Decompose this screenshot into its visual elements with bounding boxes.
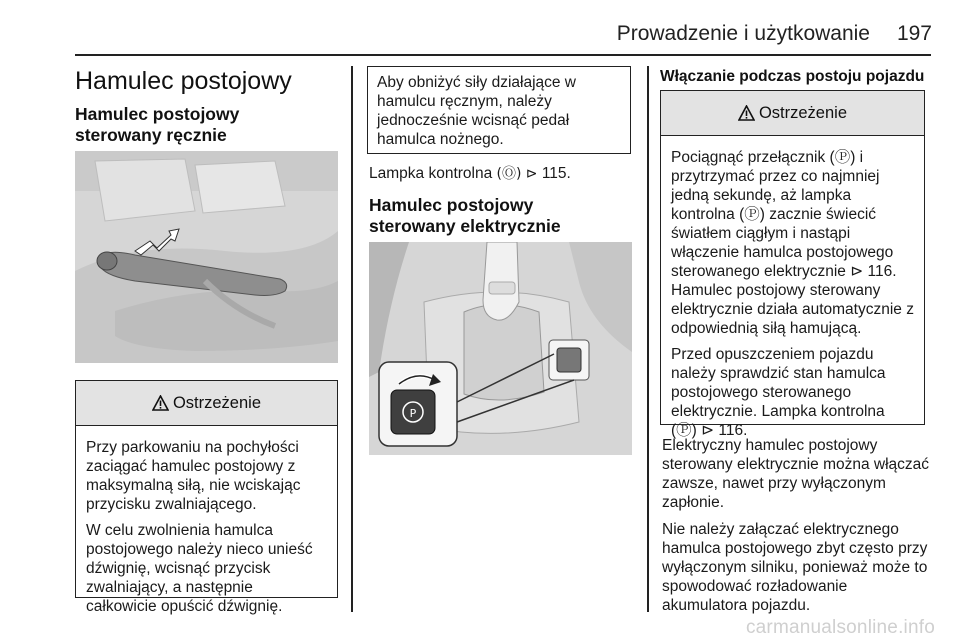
lamp-prefix: Lampka kontrolna bbox=[369, 165, 493, 182]
watermark: carmanualsonline.info bbox=[745, 617, 935, 638]
handbrake-lever-drawing bbox=[75, 151, 338, 363]
header-rule bbox=[75, 54, 931, 56]
warning-title: Ostrzeżenie bbox=[172, 393, 262, 412]
warning-triangle-icon bbox=[738, 105, 755, 121]
column-1 bbox=[75, 66, 337, 146]
column-rule-1 bbox=[351, 66, 353, 612]
heading-stationary: Włączanie podczas postoju pojazdu bbox=[660, 68, 925, 85]
brake-warning-lamp-icon: (Ⓞ) bbox=[496, 166, 522, 182]
warning-box-electric bbox=[660, 90, 925, 439]
note-box bbox=[367, 66, 631, 154]
note-text: Aby obniżyć siły działające w hamulcu ręcznym, należy jednocześnie wcisnąć pedał hamulca nożnego. bbox=[377, 74, 577, 148]
column-rule-2 bbox=[647, 66, 649, 612]
column-2 bbox=[369, 164, 633, 237]
warning-box-manual bbox=[75, 380, 338, 615]
console-switch-drawing bbox=[369, 242, 632, 455]
body-paragraph: Elektryczny hamulec postojowy sterowany elektrycznie można włączać zawsze, nawet przy wyłączonym zapłonie. bbox=[662, 437, 930, 511]
lamp-page: 115. bbox=[541, 165, 571, 182]
warning-header bbox=[661, 91, 924, 136]
lamp-reference bbox=[369, 164, 633, 184]
warning-paragraph: Przy parkowaniu na pochyłości zaciągać hamulec postojowy z maksymalną siłą, nie wciskając przycisku zwalniającego. bbox=[86, 439, 301, 513]
warning-paragraph: Pociągnąć przełącznik (Ⓟ) i przytrzymać przez co najmniej jedną sekundę, aż lampka kontrolna (Ⓟ) zacznie świecić światłem ciągłym i nastąpi włączenie hamulca postojowego sterowanego elektrycznie ⊳ 116. Hamulec postojowy sterowany elektrycznie działa automatycznie z odpowiednią siłą hamującą. bbox=[671, 149, 914, 337]
warning-paragraph: W celu zwolnienia hamulca postojowego należy nieco unieść dźwignię, wcisnąć przycisk zwalniający, a następnie całkowicie opuścić dźwignię. bbox=[86, 522, 313, 615]
running-header-title: Prowadzenie i użytkowanie bbox=[616, 22, 870, 45]
warning-title: Ostrzeżenie bbox=[758, 103, 848, 122]
page-number: 197 bbox=[896, 22, 932, 45]
column-3-body bbox=[662, 436, 934, 615]
subsection-title-manual: Hamulec postojowy sterowany ręcznie bbox=[75, 104, 240, 145]
column-3 bbox=[660, 66, 935, 87]
page-reference-arrow-icon: ⊳ bbox=[525, 166, 538, 182]
warning-header bbox=[76, 381, 337, 426]
subsection-title-electric: Hamulec postojowy sterowany elektrycznie bbox=[369, 195, 561, 236]
electric-parking-brake-illustration bbox=[369, 242, 632, 455]
manual-handbrake-illustration bbox=[75, 151, 338, 363]
warning-triangle-icon bbox=[152, 395, 169, 411]
body-paragraph: Nie należy załączać elektrycznego hamulca postojowego zbyt często przy wyłączonym silniku, ponieważ może to spowodować rozładowanie akumulatora pojazdu. bbox=[662, 521, 928, 614]
section-title: Hamulec postojowy bbox=[75, 67, 292, 95]
warning-paragraph: Przed opuszczeniem pojazdu należy sprawdzić stan hamulca postojowego sterowanego elektrycznie. Lampka kontrolna (Ⓟ) ⊳ 116. bbox=[671, 346, 886, 439]
svg-text:P: P bbox=[409, 407, 417, 420]
